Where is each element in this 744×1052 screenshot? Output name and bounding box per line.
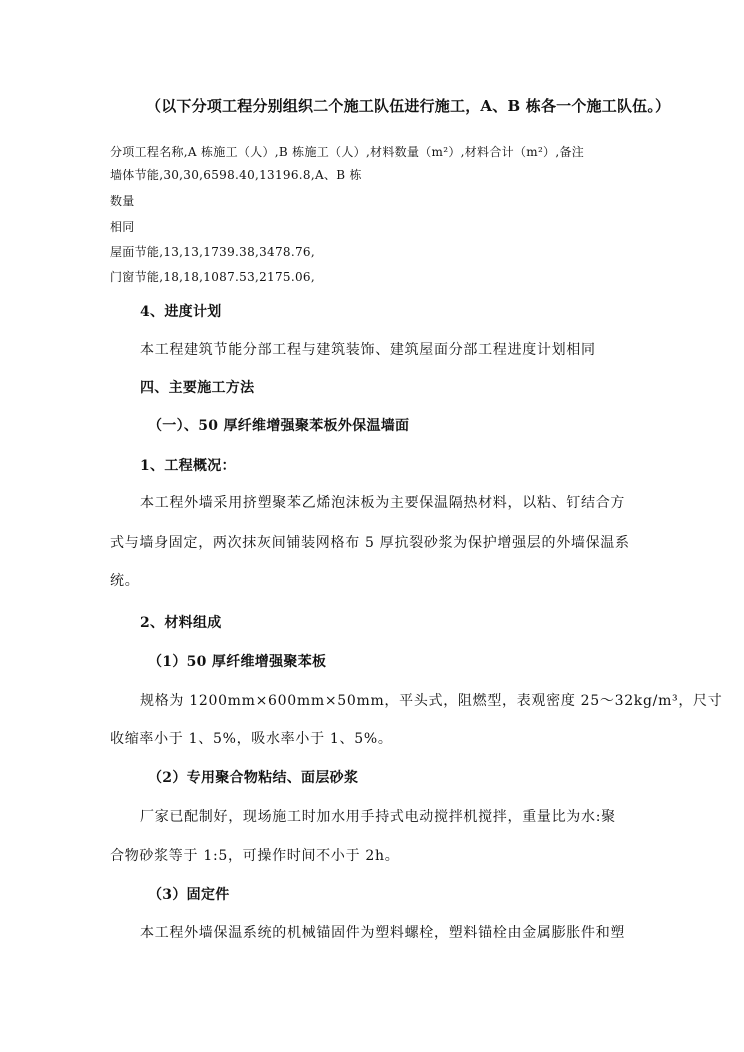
table-row-wall-note-2: 相同 xyxy=(110,220,135,234)
table-row-roof: 屋面节能,13,13,1739.38,3478.76, xyxy=(110,245,315,259)
material-1-paragraph-line-2: 收缩率小于 1、5%，吸水率小于 1、5%。 xyxy=(110,731,393,747)
material-2-heading: （2）专用聚合物粘结、面层砂浆 xyxy=(148,770,359,786)
material-2-paragraph-line-2: 合物砂浆等于 1:5，可操作时间不小于 2h。 xyxy=(110,848,400,864)
table-row-wall: 墙体节能,30,30,6598.40,13196.8,A、B 栋 xyxy=(110,168,362,182)
table-row-window: 门窗节能,18,18,1087.53,2175.06, xyxy=(110,270,315,284)
material-3-paragraph-line-1: 本工程外墙保温系统的机械锚固件为塑料螺栓，塑料锚栓由金属膨胀件和塑 xyxy=(140,925,626,941)
item-1-heading: 1、工程概况： xyxy=(140,458,236,474)
item-1-paragraph-line-3: 统。 xyxy=(110,573,140,589)
item-1-paragraph-line-2: 式与墙身固定，两次抹灰间铺装网格布 5 厚抗裂砂浆为保护增强层的外墙保温系 xyxy=(110,535,630,551)
subsection-one-heading: （一）、50 厚纤维增强聚苯板外保温墙面 xyxy=(148,418,410,434)
section-4-heading: 4、进度计划 xyxy=(140,304,222,320)
table-header-line: 分项工程名称,A 栋施工（人）,B 栋施工（人）,材料数量（m²）,材料合计（m²）,备注 xyxy=(110,145,585,159)
section-4-paragraph: 本工程建筑节能分部工程与建筑装饰、建筑屋面分部工程进度计划相同 xyxy=(140,342,596,358)
item-1-paragraph-line-1: 本工程外墙采用挤塑聚苯乙烯泡沫板为主要保温隔热材料，以粘、钉结合方 xyxy=(140,495,626,511)
material-3-heading: （3）固定件 xyxy=(148,887,230,903)
document-title: （以下分项工程分别组织二个施工队伍进行施工，A、B 栋各一个施工队伍。） xyxy=(146,97,671,115)
material-1-paragraph-line-1: 规格为 1200mm×600mm×50mm，平头式，阻燃型，表观密度 25～32kg/m³，尺寸 xyxy=(140,693,723,709)
material-2-paragraph-line-1: 厂家已配制好，现场施工时加水用手持式电动搅拌机搅拌，重量比为水:聚 xyxy=(140,809,616,825)
section-four-heading: 四、主要施工方法 xyxy=(140,380,255,396)
table-row-wall-note-1: 数量 xyxy=(110,194,135,208)
item-2-heading: 2、材料组成 xyxy=(140,615,222,631)
material-1-heading: （1）50 厚纤维增强聚苯板 xyxy=(148,654,327,670)
